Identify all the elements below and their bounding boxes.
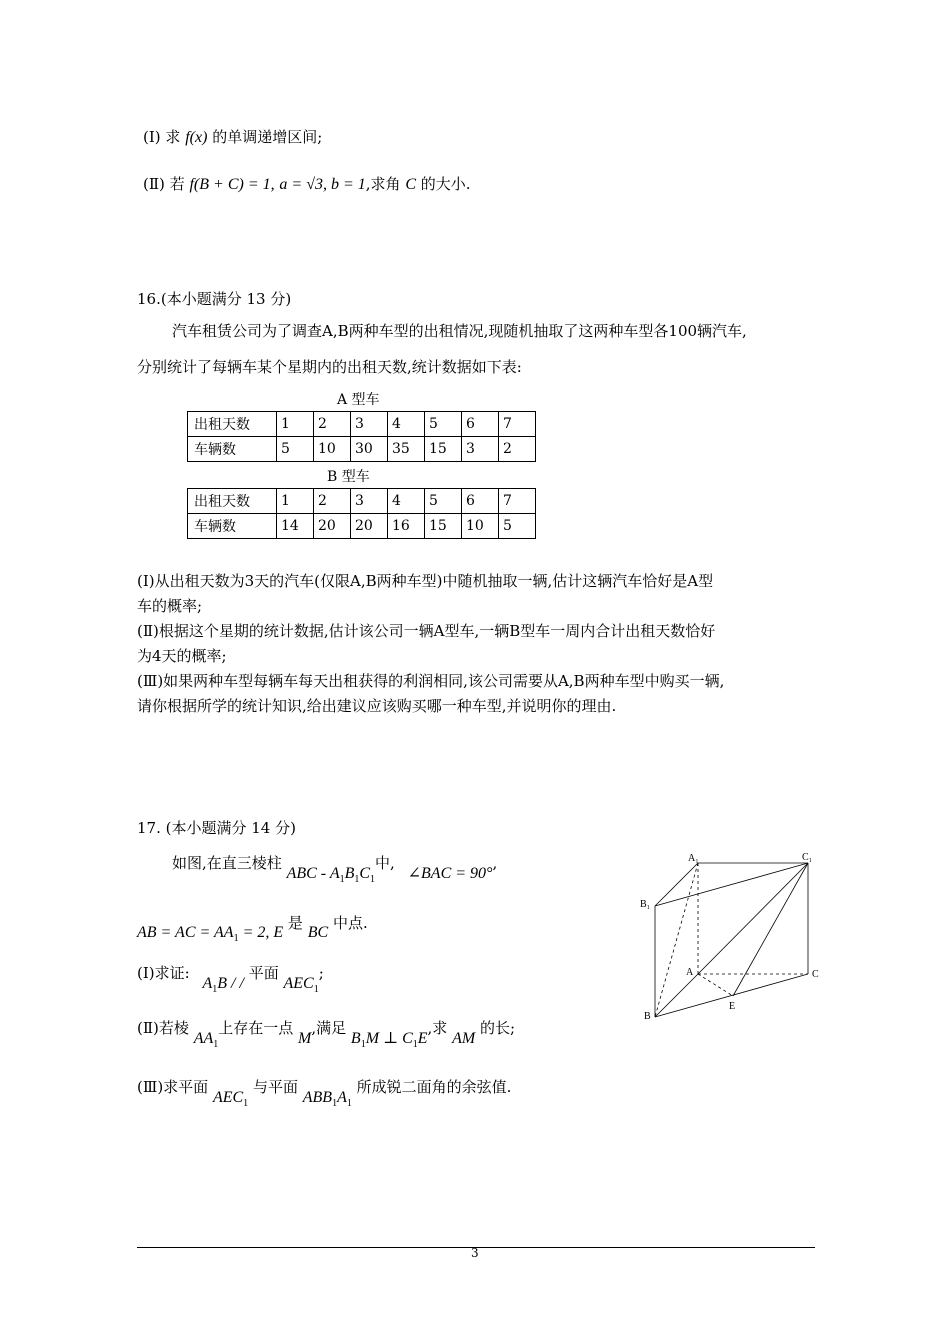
q17-line1-prism: ABC - $A_1B_1C_1$ bbox=[286, 865, 376, 886]
table-cell: 3 bbox=[462, 437, 499, 462]
q15-part2-text: 若 bbox=[169, 175, 185, 193]
table-cell: 2 bbox=[499, 437, 536, 462]
q16-part1-line2: 车的概率; bbox=[137, 597, 203, 615]
table-row bbox=[188, 412, 536, 437]
q15-part1-text2: 的单调递增区间; bbox=[212, 128, 323, 146]
table-row bbox=[188, 514, 536, 539]
table-cell: 3 bbox=[351, 489, 388, 514]
q15-part2 bbox=[143, 173, 471, 194]
q16-table-b bbox=[187, 488, 536, 539]
table-cell: 5 bbox=[499, 514, 536, 539]
table-cell: 16 bbox=[388, 514, 425, 539]
q17-line1-text: 如图,在直三棱柱 bbox=[172, 854, 282, 872]
q17-part2-perp: $B_1M$ ⊥ $C_1E$ bbox=[350, 1030, 428, 1051]
edge-a1-b bbox=[655, 863, 698, 1017]
q17-line2-bc: BC bbox=[307, 924, 329, 941]
q17-part1-plane: $AEC_1$ bbox=[283, 975, 319, 996]
table-cell: 5 bbox=[425, 412, 462, 437]
q17-heading: 17. (本小题满分 14 分) bbox=[137, 819, 296, 837]
table-cell: 10 bbox=[314, 437, 351, 462]
q17-part1-text2: ; bbox=[318, 964, 324, 982]
q17-part2-point: M bbox=[298, 1030, 312, 1047]
q15-part2-text2: ,求角 bbox=[365, 175, 401, 193]
table-cell: 14 bbox=[277, 514, 314, 539]
q17-part3-text2: 所成锐二面角的余弦值. bbox=[356, 1078, 512, 1096]
q17-part2-number: (Ⅱ)若棱 bbox=[137, 1019, 189, 1037]
q17-part1-line: $A_1B$ / / bbox=[202, 975, 244, 996]
table-row bbox=[188, 437, 536, 462]
q17-line1-angle: ∠BAC = 90° bbox=[407, 865, 493, 882]
table-cell: 2 bbox=[314, 489, 351, 514]
q16-part3-line1: (Ⅲ)如果两种车型每辆车每天出租获得的利润相同,该公司需要从A,B两种车型中购买一辆, bbox=[137, 672, 725, 690]
table-cell: 15 bbox=[425, 514, 462, 539]
q17-part2-text: 上存在一点 bbox=[218, 1019, 294, 1037]
table-cell: 车辆数 bbox=[188, 514, 277, 539]
table-cell: 35 bbox=[388, 437, 425, 462]
q17-line2 bbox=[137, 912, 368, 945]
q17-part3-plane1: $AEC_1$ bbox=[212, 1089, 249, 1110]
q17-part2-text3: ,求 bbox=[427, 1019, 448, 1037]
q16-part2-line2: 为4天的概率; bbox=[137, 647, 227, 665]
table-cell: 5 bbox=[277, 437, 314, 462]
table-cell: 10 bbox=[462, 514, 499, 539]
prism-figure bbox=[630, 845, 830, 1025]
q17-part3-plane2: $ABB_1A_1$ bbox=[302, 1089, 352, 1110]
edge-c1-e bbox=[733, 863, 808, 996]
label-e: E bbox=[729, 1001, 736, 1012]
edge-c1-a bbox=[698, 863, 808, 974]
q17-line2-math: AB = AC = $AA_1 = 2$, E bbox=[137, 924, 284, 945]
q17-part2-text4: 的长; bbox=[479, 1019, 516, 1037]
q16-heading: 16.(本小题满分 13 分) bbox=[137, 290, 292, 308]
table-cell: 出租天数 bbox=[188, 412, 277, 437]
table-cell: 出租天数 bbox=[188, 489, 277, 514]
q15-part1-text: 求 bbox=[165, 128, 181, 146]
table-row bbox=[188, 489, 536, 514]
q17-part3-text: 与平面 bbox=[252, 1078, 298, 1096]
q15-part2-values: a = √3, b = 1 bbox=[279, 176, 366, 193]
q17-line1 bbox=[172, 852, 498, 886]
label-c: C bbox=[812, 969, 819, 980]
q17-line2-text2: 中点. bbox=[332, 914, 368, 932]
q16-intro-line1: 汽车租赁公司为了调查A,B两种车型的出租情况,现随机抽取了这两种车型各100辆汽车, bbox=[172, 322, 747, 340]
table-cell: 车辆数 bbox=[188, 437, 277, 462]
table-cell: 6 bbox=[462, 489, 499, 514]
page-number: 3 bbox=[471, 1246, 479, 1260]
q16-table-a-caption: A 型车 bbox=[337, 392, 380, 408]
q16-part3-line2: 请你根据所学的统计知识,给出建议应该购买哪一种车型,并说明你的理由. bbox=[137, 697, 617, 715]
label-a1: A₁ bbox=[688, 853, 699, 864]
table-cell: 4 bbox=[388, 412, 425, 437]
q17-part2-edge: $AA_1$ bbox=[193, 1030, 219, 1051]
table-cell: 20 bbox=[314, 514, 351, 539]
q15-part2-angle: C bbox=[405, 176, 417, 193]
edge-a-e bbox=[698, 974, 733, 996]
q15-part1-fx: f(x) bbox=[185, 129, 208, 146]
q15-part2-number: (Ⅱ) bbox=[143, 175, 165, 193]
q17-part3 bbox=[137, 1076, 512, 1110]
table-cell: 6 bbox=[462, 412, 499, 437]
table-cell: 20 bbox=[351, 514, 388, 539]
label-a: A bbox=[686, 967, 694, 978]
q16-part1-line1: (Ⅰ)从出租天数为3天的汽车(仅限A,B两种车型)中随机抽取一辆,估计这辆汽车恰好是A型 bbox=[137, 572, 714, 590]
table-cell: 1 bbox=[277, 412, 314, 437]
table-cell: 3 bbox=[351, 412, 388, 437]
q15-part1-number: (Ⅰ) bbox=[143, 128, 161, 146]
label-b1: B₁ bbox=[640, 899, 651, 910]
label-b: B bbox=[644, 1011, 651, 1022]
q17-line1-text3: , bbox=[492, 854, 498, 872]
table-cell: 2 bbox=[314, 412, 351, 437]
q16-intro-line2: 分别统计了每辆车某个星期内的出租天数,统计数据如下表: bbox=[137, 358, 522, 376]
q17-part1-number: (Ⅰ)求证: bbox=[137, 964, 190, 982]
q17-part1 bbox=[137, 962, 324, 996]
table-cell: 7 bbox=[499, 489, 536, 514]
q15-part2-condition: f(B + C) = 1, bbox=[189, 176, 275, 193]
table-cell: 15 bbox=[425, 437, 462, 462]
q17-line1-text2: 中, bbox=[375, 854, 395, 872]
q15-part2-text3: 的大小. bbox=[420, 175, 471, 193]
q17-part2-am: AM bbox=[452, 1030, 476, 1047]
q15-part1 bbox=[143, 126, 322, 147]
edge-b1-c1 bbox=[655, 863, 808, 906]
table-cell: 1 bbox=[277, 489, 314, 514]
q17-part2-text2: ,满足 bbox=[311, 1019, 347, 1037]
table-cell: 30 bbox=[351, 437, 388, 462]
label-c1: C₁ bbox=[802, 852, 813, 863]
q17-line2-text: 是 bbox=[287, 914, 303, 932]
q17-part3-number: (Ⅲ)求平面 bbox=[137, 1078, 209, 1096]
q16-part2-line1: (Ⅱ)根据这个星期的统计数据,估计该公司一辆A型车,一辆B型车一周内合计出租天数恰好 bbox=[137, 622, 716, 640]
q17-part2 bbox=[137, 1017, 516, 1051]
table-cell: 7 bbox=[499, 412, 536, 437]
q16-table-b-caption: B 型车 bbox=[327, 469, 370, 485]
q16-table-a bbox=[187, 411, 536, 462]
q17-part1-text: 平面 bbox=[248, 964, 279, 982]
table-cell: 4 bbox=[388, 489, 425, 514]
table-cell: 5 bbox=[425, 489, 462, 514]
